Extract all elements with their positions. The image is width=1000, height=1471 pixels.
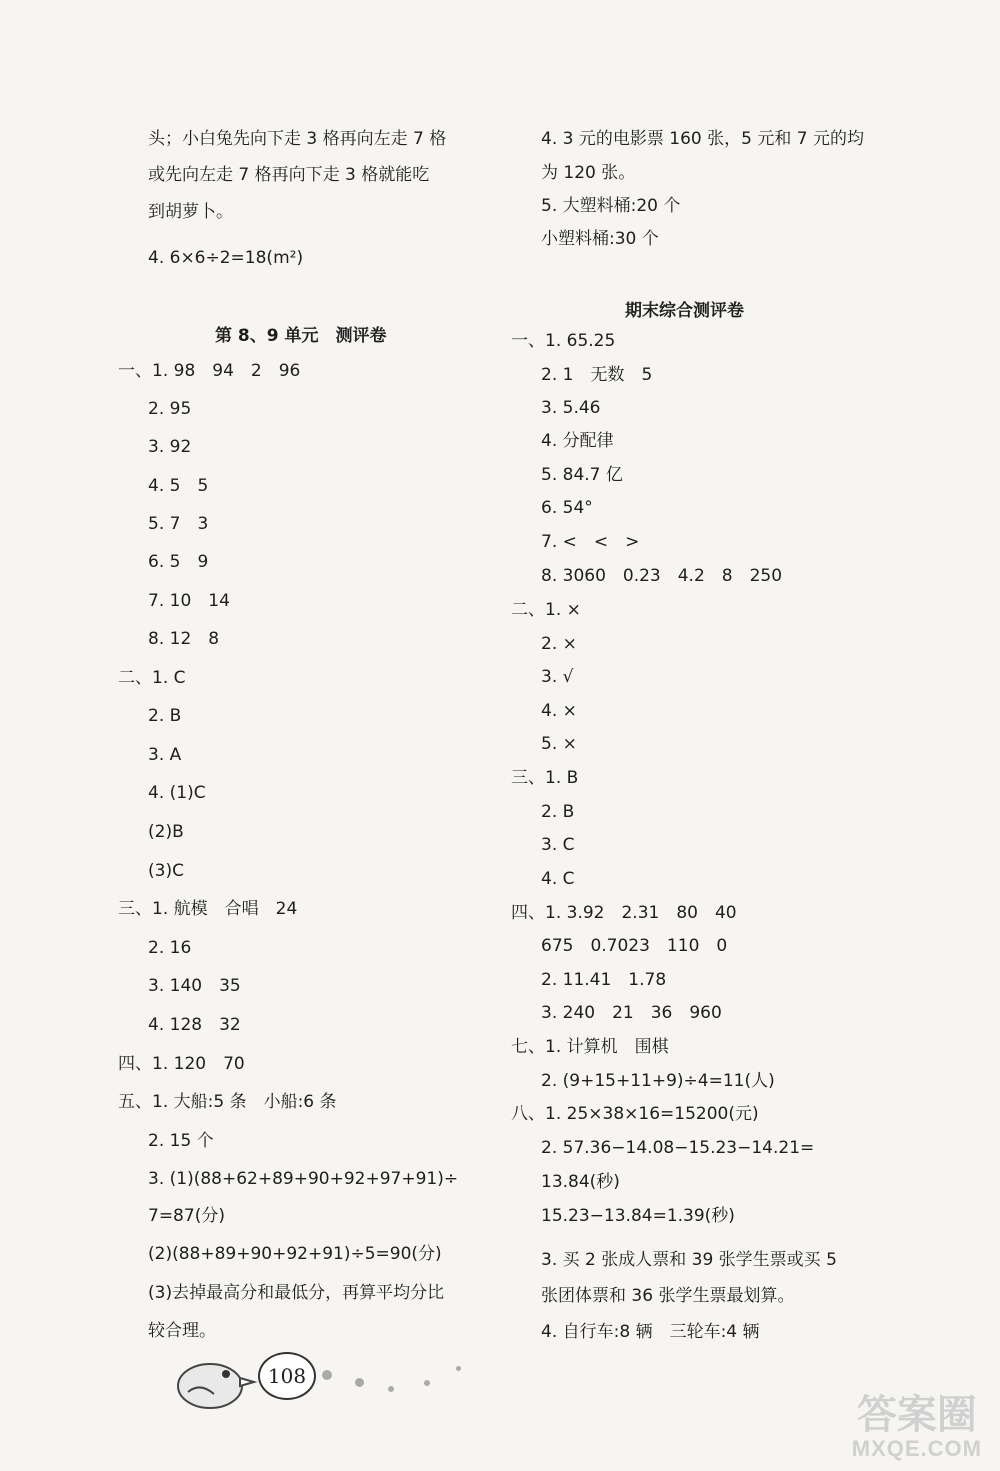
right-answer-line: 2. 1 无数 5 <box>541 365 653 385</box>
left-answer-line: 2. B <box>148 706 182 726</box>
right-answer-line: 7. < < > <box>541 532 640 552</box>
left-answer-line: 7. 10 14 <box>148 591 230 611</box>
right-answer-line: 3. 5.46 <box>541 398 601 418</box>
left-answer-line: 三、1. 航模 合唱 24 <box>118 899 298 919</box>
right-answer-line: 2. (9+15+11+9)÷4=11(人) <box>541 1071 775 1091</box>
watermark: 答案圈 MXQE.COM <box>851 1393 982 1461</box>
left-answer-line: 到胡萝卜。 <box>148 202 233 222</box>
right-answer-line: 3. 240 21 36 960 <box>541 1003 722 1023</box>
right-answer-line: 四、1. 3.92 2.31 80 40 <box>511 903 737 923</box>
right-answer-line: 4. × <box>541 701 577 721</box>
left-answer-line: 2. 16 <box>148 938 192 958</box>
left-answer-line: 6. 5 9 <box>148 552 209 572</box>
right-answer-line: 4. 自行车:8 辆 三轮车:4 辆 <box>541 1322 760 1342</box>
left-answer-line: 2. 15 个 <box>148 1131 214 1151</box>
left-answer-line: 5. 7 3 <box>148 514 209 534</box>
left-section-heading: 第 8、9 单元 测评卷 <box>215 326 387 346</box>
right-answer-line: 七、1. 计算机 围棋 <box>511 1037 669 1057</box>
left-answer-line: 7=87(分) <box>148 1206 225 1226</box>
left-answer-line: 3. A <box>148 745 182 765</box>
left-answer-line: 4. 6×6÷2=18(m²) <box>148 248 304 268</box>
right-answer-line: 八、1. 25×38×16=15200(元) <box>511 1104 759 1124</box>
decor-dot <box>355 1378 364 1387</box>
right-answer-line: 2. × <box>541 634 577 654</box>
left-answer-line: 较合理。 <box>148 1321 216 1341</box>
right-answer-line: 2. B <box>541 802 575 822</box>
left-answer-line: 五、1. 大船:5 条 小船:6 条 <box>118 1092 337 1112</box>
left-answer-line: 一、1. 98 94 2 96 <box>118 361 301 381</box>
right-answer-line: 3. 买 2 张成人票和 39 张学生票或买 5 <box>541 1250 837 1270</box>
left-answer-line: 4. (1)C <box>148 783 206 803</box>
left-answer-line: 4. 5 5 <box>148 476 209 496</box>
left-answer-line: 头；小白兔先向下走 3 格再向左走 7 格 <box>148 129 447 149</box>
left-answer-line: (2)(88+89+90+92+91)÷5=90(分) <box>148 1244 442 1264</box>
decor-dot <box>388 1386 394 1392</box>
left-answer-line: (3)C <box>148 861 184 881</box>
right-answer-line: 5. × <box>541 734 577 754</box>
right-answer-line: 5. 84.7 亿 <box>541 465 623 485</box>
right-answer-line: 6. 54° <box>541 498 593 518</box>
left-answer-line: 3. (1)(88+62+89+90+92+97+91)÷ <box>148 1169 459 1189</box>
right-answer-line: 4. 分配律 <box>541 431 614 451</box>
right-answer-line: 三、1. B <box>511 768 579 788</box>
decor-dot <box>322 1370 332 1380</box>
right-answer-line: 张团体票和 36 张学生票最划算。 <box>541 1286 795 1306</box>
right-answer-line: 8. 3060 0.23 4.2 8 250 <box>541 566 783 586</box>
decor-dot <box>424 1380 430 1386</box>
right-answer-line: 675 0.7023 110 0 <box>541 936 728 956</box>
right-answer-line: 2. 11.41 1.78 <box>541 970 667 990</box>
right-answer-line: 小塑料桶:30 个 <box>541 229 659 249</box>
left-answer-line: 3. 92 <box>148 437 192 457</box>
right-answer-line: 15.23−13.84=1.39(秒) <box>541 1206 735 1226</box>
right-answer-line: 13.84(秒) <box>541 1172 620 1192</box>
left-answer-line: 四、1. 120 70 <box>118 1054 245 1074</box>
left-answer-line: (2)B <box>148 822 184 842</box>
right-answer-line: 为 120 张。 <box>541 163 636 183</box>
left-answer-line: 二、1. C <box>118 668 186 688</box>
right-answer-line: 4. 3 元的电影票 160 张，5 元和 7 元的均 <box>541 129 864 149</box>
left-answer-line: 8. 12 8 <box>148 629 220 649</box>
decor-dot <box>456 1366 461 1371</box>
right-answer-line: 3. C <box>541 835 575 855</box>
left-answer-line: 或先向左走 7 格再向下走 3 格就能吃 <box>148 165 430 185</box>
right-answer-line: 4. C <box>541 869 575 889</box>
left-answer-line: (3)去掉最高分和最低分，再算平均分比 <box>148 1283 445 1303</box>
left-answer-line: 2. 95 <box>148 399 192 419</box>
right-section-heading: 期末综合测评卷 <box>625 301 744 321</box>
right-answer-line: 二、1. × <box>511 600 581 620</box>
right-answer-line: 2. 57.36−14.08−15.23−14.21= <box>541 1138 815 1158</box>
bird-icon <box>170 1352 260 1412</box>
page-number: 108 <box>258 1352 316 1400</box>
left-answer-line: 4. 128 32 <box>148 1015 241 1035</box>
right-answer-line: 3. √ <box>541 667 574 687</box>
right-answer-line: 5. 大塑料桶:20 个 <box>541 196 681 216</box>
left-answer-line: 3. 140 35 <box>148 976 241 996</box>
right-answer-line: 一、1. 65.25 <box>511 331 616 351</box>
